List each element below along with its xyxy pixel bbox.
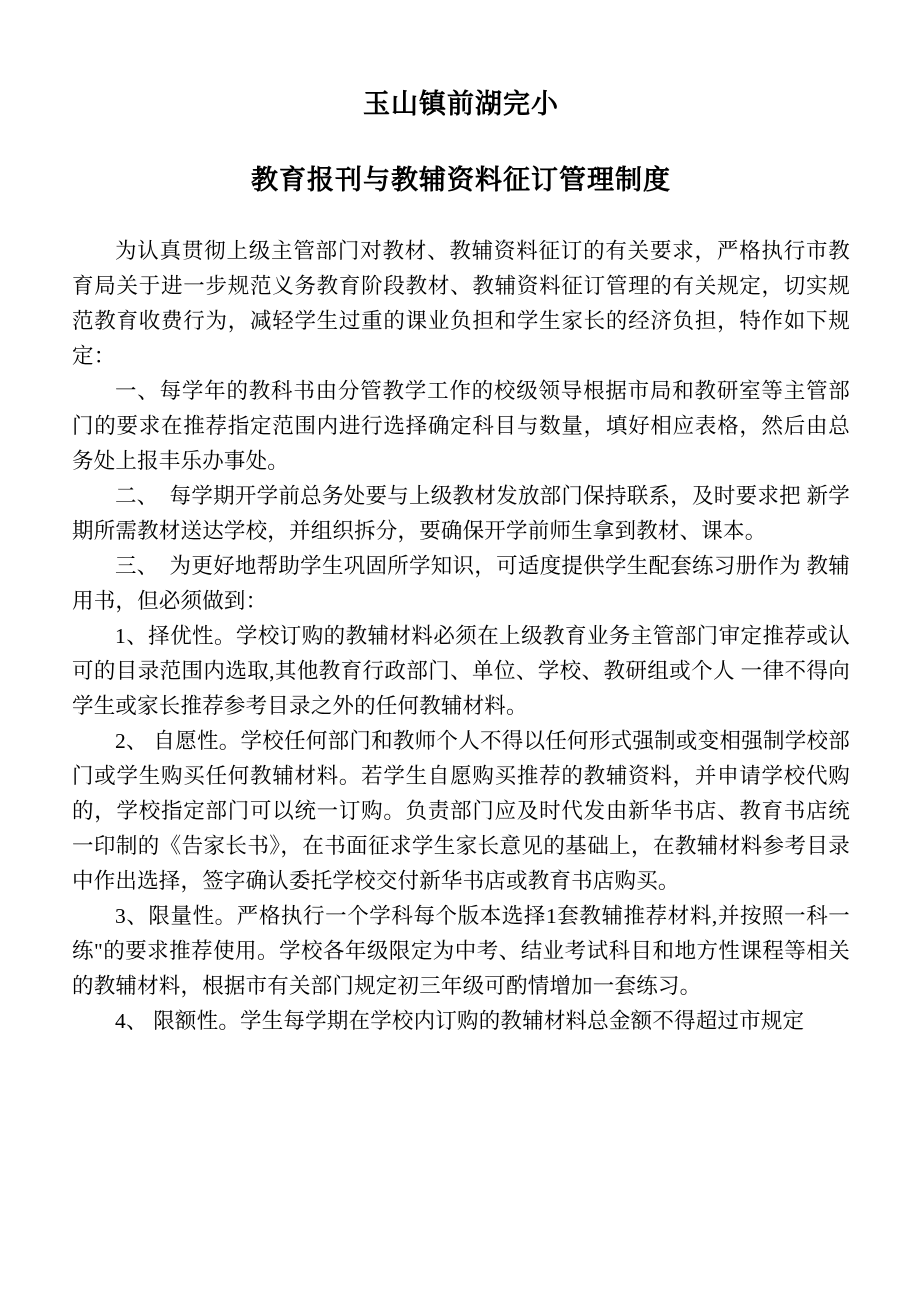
document-content: [72, 86, 850, 1039]
document-title-sub: 教育报刊与教辅资料征订管理制度: [251, 164, 671, 195]
paragraph-item-3: 三、 为更好地帮助学生巩固所学知识，可适度提供学生配套练习册作为 教辅用书，但必须做到：: [72, 553, 850, 613]
paragraph-item-1: 一、每学年的教科书由分管教学工作的校级领导根据市局和教研室等主管部门的要求在推荐指定范围内进行选择确定科目与数量，填好相应表格，然后由总务处上报丰乐办事处。: [72, 378, 850, 473]
paragraph-sub-3: 3、限量性。严格执行一个学科每个版本选择1套教辅推荐材料,并按照一科一练"的要求推荐使用。学校各年级限定为中考、结业考试科目和地方性课程等相关的教辅材料，根据市有关部门规定初三年级可酌情增加一套练习。: [72, 903, 850, 998]
paragraph-sub-2: 2、 自愿性。学校任何部门和教师个人不得以任何形式强制或变相强制学校部门或学生购买任何教辅材料。若学生自愿购买推荐的教辅资料，并申请学校代购的，学校指定部门可以统一订购。负责部门应及时代发由新华书店、教育书店统一印制的《告家长书》，在书面征求学生家长意见的基础上，在教辅材料参考目录中作出选择，签字确认委托学校交付新华书店或教育书店购买。: [72, 728, 850, 893]
document-title-main: 玉山镇前湖完小: [363, 89, 559, 119]
paragraph-sub-1: 1、择优性。学校订购的教辅材料必须在上级教育业务主管部门审定推荐或认可的目录范围内选取,其他教育行政部门、单位、学校、教研组或个人 一律不得向学生或家长推荐参考目录之外的任何教辅材料。: [72, 623, 850, 718]
document-body: [72, 234, 850, 1039]
paragraph-sub-4: 4、 限额性。学生每学期在学校内订购的教辅材料总金额不得超过市规定: [115, 1008, 805, 1033]
paragraph-item-2: 二、 每学期开学前总务处要与上级教材发放部门保持联系，及时要求把 新学期所需教材送达学校，并组织拆分，要确保开学前师生拿到教材、课本。: [72, 483, 850, 543]
paragraph-intro: 为认真贯彻上级主管部门对教材、教辅资料征订的有关要求，严格执行市教育局关于进一步规范义务教育阶段教材、教辅资料征订管理的有关规定，切实规范教育收费行为，减轻学生过重的课业负担和学生家长的经济负担，特作如下规定：: [72, 238, 850, 368]
